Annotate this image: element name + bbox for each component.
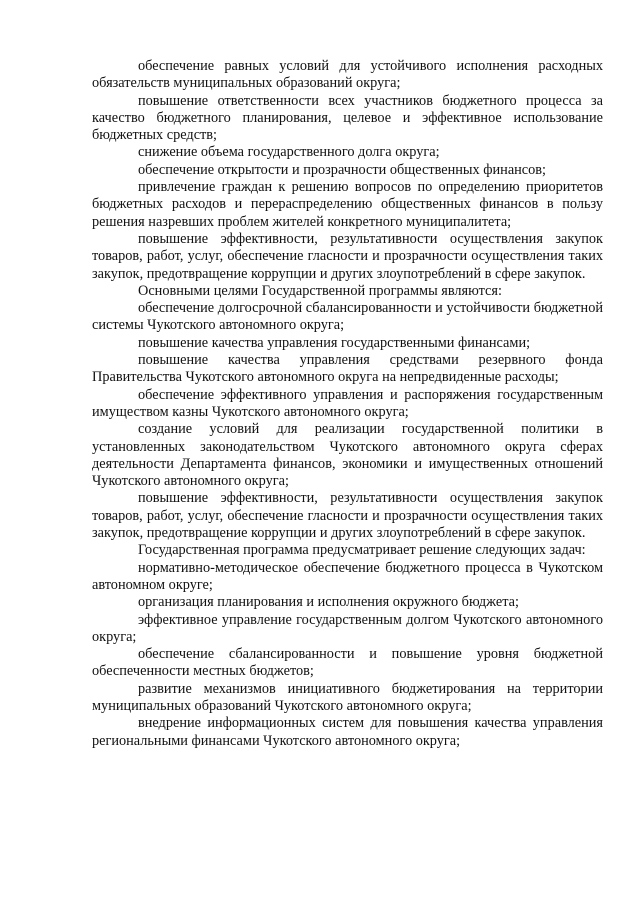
paragraph: развитие механизмов инициативного бюджетирования на территории муниципальных образований Чукотского автономного округа; xyxy=(92,680,603,714)
paragraph: повышение ответственности всех участников бюджетного процесса за качество бюджетного планирования, целевое и эффективное использование бюджетных средств; xyxy=(92,92,603,144)
paragraph: обеспечение эффективного управления и распоряжения государственным имуществом казны Чукотского автономного округа; xyxy=(92,386,603,420)
paragraph: повышение эффективности, результативности осуществления закупок товаров, работ, услуг, обеспечение гласности и прозрачности осуществления таких закупок, предотвращение коррупции и других злоупотреблений в сфере закупок. xyxy=(92,230,603,282)
paragraph: нормативно-методическое обеспечение бюджетного процесса в Чукотском автономном округе; xyxy=(92,559,603,593)
paragraph: создание условий для реализации государственной политики в установленных законодательством Чукотского автономного округа сферах деятельности Департамента финансов, экономики и имущественных отношений Чукотского автономного округа; xyxy=(92,421,603,490)
paragraph: обеспечение сбалансированности и повышение уровня бюджетной обеспеченности местных бюджетов; xyxy=(92,646,603,680)
paragraph: обеспечение открытости и прозрачности общественных финансов; xyxy=(138,161,547,178)
paragraph: эффективное управление государственным долгом Чукотского автономного округа; xyxy=(92,611,603,645)
paragraph: обеспечение долгосрочной сбалансированности и устойчивости бюджетной системы Чукотского автономного округа; xyxy=(92,300,603,334)
paragraph: повышение качества управления средствами резервного фонда Правительства Чукотского автономного округа на непредвиденные расходы; xyxy=(92,352,603,386)
goals-heading: Основными целями Государственной программы являются: xyxy=(138,282,502,299)
paragraph: повышение эффективности, результативности осуществления закупок товаров, работ, услуг, обеспечение гласности и прозрачности осуществления таких закупок, предотвращение коррупции и других злоупотреблений в сфере закупок. xyxy=(92,490,603,542)
tasks-heading: Государственная программа предусматривает решение следующих задач: xyxy=(138,542,586,559)
paragraph: организация планирования и исполнения окружного бюджета; xyxy=(138,594,519,611)
paragraph: внедрение информационных систем для повышения качества управления региональными финансами Чукотского автономного округа; xyxy=(92,715,603,749)
paragraph: привлечение граждан к решению вопросов по определению приоритетов бюджетных расходов и перераспределению общественных финансов в пользу решения назревших проблем жителей конкретного муниципалитета; xyxy=(92,179,603,230)
paragraph: снижение объема государственного долга округа; xyxy=(138,144,440,161)
paragraph: обеспечение равных условий для устойчивого исполнения расходных обязательств муниципальных образований округа; xyxy=(92,58,603,92)
paragraph: повышение качества управления государственными финансами; xyxy=(138,334,531,351)
